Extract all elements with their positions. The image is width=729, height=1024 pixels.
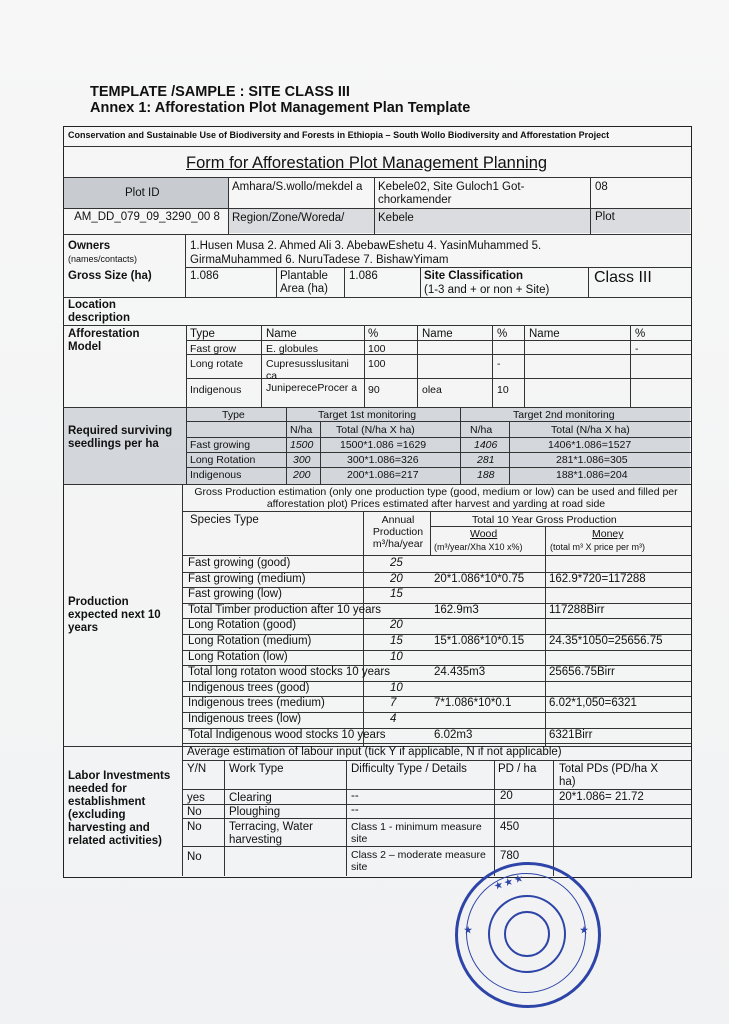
labor-row-difficulty: Class 1 - minimum measure site bbox=[351, 821, 482, 845]
seedlings-total1-header: Total (N/ha X ha) bbox=[336, 424, 415, 436]
production-row-wood: 24.435m3 bbox=[434, 666, 486, 678]
seedlings-row-total2: 281*1.086=305 bbox=[556, 454, 628, 466]
site-class-value: Class III bbox=[594, 269, 652, 286]
model-row-percent-2: - bbox=[497, 358, 501, 370]
labor-row-pd: 20 bbox=[500, 790, 513, 802]
annual-production-header: Annual Production m³/ha/year bbox=[372, 514, 424, 550]
production-row-annual: 4 bbox=[390, 713, 397, 725]
production-row-money: 117288Birr bbox=[549, 604, 605, 616]
seedlings-row-total1: 1500*1.086 =1629 bbox=[340, 439, 427, 451]
production-row-species: Long Rotation (medium) bbox=[188, 635, 312, 647]
labor-intro: Average estimation of labour input (tick Y if applicable, N if not applicable) bbox=[187, 746, 562, 758]
model-row-name-2: olea bbox=[422, 384, 442, 396]
project-name: Conservation and Sustainable Use of Biodiversity and Forests in Ethiopia – South Wollo Biodiversity and Afforestation Project bbox=[68, 130, 610, 140]
seedlings-row-total1: 300*1.086=326 bbox=[347, 454, 419, 466]
production-row-species: Indigenous trees (good) bbox=[188, 682, 310, 694]
model-header-percent-3: % bbox=[635, 328, 646, 340]
production-row-annual: 15 bbox=[390, 588, 403, 600]
plot-id-value: AM_DD_079_09_3290_00 8 bbox=[74, 211, 220, 223]
model-header-percent: % bbox=[368, 328, 379, 340]
model-header-percent-2: % bbox=[497, 328, 508, 340]
seedlings-type-header: Type bbox=[222, 409, 245, 421]
seedlings-row-nha2: 1406 bbox=[474, 439, 498, 451]
model-row-percent-2: 10 bbox=[497, 384, 509, 396]
production-row-money: 162.9*720=117288 bbox=[549, 573, 646, 585]
plantable-value: 1.086 bbox=[349, 270, 378, 282]
seedlings-total2-header: Total (N/ha X ha) bbox=[551, 424, 630, 436]
owners-label: Owners bbox=[68, 240, 111, 252]
model-header-name: Name bbox=[266, 328, 297, 340]
labor-header-pd: PD / ha bbox=[498, 763, 537, 775]
kebele-label: Kebele bbox=[378, 212, 414, 224]
labor-row-yn: No bbox=[187, 821, 202, 833]
production-row-species: Indigenous trees (low) bbox=[188, 713, 302, 725]
seedlings-row-type: Indigenous bbox=[190, 469, 242, 481]
model-row-type: Fast grow bbox=[190, 343, 237, 355]
labor-row-difficulty: -- bbox=[351, 804, 359, 816]
production-row-wood: 7*1.086*10*0.1 bbox=[434, 697, 512, 709]
total-production-header: Total 10 Year Gross Production bbox=[472, 514, 617, 526]
labor-header-yn: Y/N bbox=[187, 763, 207, 775]
template-heading: TEMPLATE /SAMPLE : SITE CLASS III bbox=[90, 84, 350, 100]
production-label: Production expected next 10 years bbox=[68, 596, 161, 634]
gross-size-label: Gross Size (ha) bbox=[68, 270, 152, 282]
production-row-species: Total Timber production after 10 years bbox=[188, 604, 382, 616]
location-label: Location description bbox=[68, 299, 130, 324]
production-row-wood: 6.02m3 bbox=[434, 729, 473, 741]
site-class-note: (1-3 and + or non + Site) bbox=[424, 284, 550, 296]
labor-row-yn: yes bbox=[187, 792, 205, 804]
labor-row-work: Clearing bbox=[229, 792, 272, 804]
model-row-type: Long rotate bbox=[190, 358, 244, 370]
labor-row-yn: No bbox=[187, 806, 202, 818]
seedlings-row-total2: 188*1.086=204 bbox=[556, 469, 628, 481]
seedlings-row-total2: 1406*1.086=1527 bbox=[548, 439, 632, 451]
production-intro: Gross Production estimation (only one production type (good, medium or low) can be used and filled per afforestation plot) Prices estimated after harvest and yarding at road side bbox=[194, 486, 678, 510]
seedlings-row-nha1: 300 bbox=[293, 454, 311, 466]
region-label: Region/Zone/Woreda/ bbox=[232, 212, 345, 224]
labor-header-total: Total PDs (PD/ha X ha) bbox=[559, 763, 659, 788]
production-row-species: Long Rotation (low) bbox=[188, 651, 288, 663]
seedlings-row-type: Long Rotation bbox=[190, 454, 256, 466]
labor-row-difficulty: -- bbox=[351, 790, 359, 802]
seedlings-target2-header: Target 2nd monitoring bbox=[513, 409, 615, 421]
production-row-wood: 162.9m3 bbox=[434, 604, 479, 616]
owners-sublabel: (names/contacts) bbox=[68, 254, 138, 264]
model-row-percent-3: - bbox=[635, 343, 639, 355]
model-row-percent: 90 bbox=[368, 384, 380, 396]
labor-row-work: Terracing, Water harvesting bbox=[229, 821, 313, 846]
plantable-label: Plantable Area (ha) bbox=[280, 270, 328, 295]
form-title: Form for Afforestation Plot Management Planning bbox=[186, 154, 548, 172]
production-row-species: Fast growing (low) bbox=[188, 588, 282, 600]
production-row-annual: 25 bbox=[390, 557, 403, 569]
seedlings-row-type: Fast growing bbox=[190, 439, 251, 451]
kebele-value: Kebele02, Site Guloch1 Got- chorkamender bbox=[378, 181, 525, 206]
seedlings-row-nha2: 188 bbox=[477, 469, 495, 481]
labor-row-pd: 450 bbox=[500, 821, 520, 833]
model-row-percent: 100 bbox=[368, 343, 386, 355]
production-row-annual: 20 bbox=[390, 573, 403, 585]
species-type-header: Species Type bbox=[190, 514, 259, 526]
model-row-percent: 100 bbox=[368, 358, 386, 370]
official-stamp: ★ ★ ★ ★ ★ bbox=[455, 862, 601, 1008]
production-row-annual: 15 bbox=[390, 635, 403, 647]
production-row-species: Fast growing (medium) bbox=[188, 573, 306, 585]
site-class-label: Site Classification bbox=[424, 270, 524, 282]
production-row-species: Total Indigenous wood stocks 10 years bbox=[188, 729, 386, 741]
production-row-annual: 10 bbox=[390, 682, 403, 694]
seedlings-label: Required surviving seedlings per ha bbox=[68, 425, 173, 450]
model-label: Afforestation Model bbox=[68, 328, 140, 353]
labor-row-total: 20*1.086= 21.72 bbox=[559, 791, 644, 803]
owners-line1: 1.Husen Musa 2. Ahmed Ali 3. AbebawEshetu 4. YasinMuhammed 5. bbox=[190, 240, 542, 252]
production-row-money: 6.02*1,050=6321 bbox=[549, 697, 637, 709]
money-header: Money bbox=[592, 528, 624, 540]
seedlings-row-total1: 200*1.086=217 bbox=[347, 469, 419, 481]
labor-header-difficulty: Difficulty Type / Details bbox=[351, 763, 467, 775]
gross-size-value: 1.086 bbox=[190, 270, 219, 282]
model-header-type: Type bbox=[190, 328, 215, 340]
seedlings-nha-1: N/ha bbox=[290, 424, 313, 436]
production-row-money: 6321Birr bbox=[549, 729, 593, 741]
labor-label: Labor Investments needed for establishment (excluding harvesting and related activities) bbox=[68, 770, 171, 847]
model-header-name-3: Name bbox=[529, 328, 560, 340]
seedlings-row-nha2: 281 bbox=[477, 454, 495, 466]
production-row-species: Total long rotaton wood stocks 10 years bbox=[188, 666, 391, 678]
production-row-annual: 20 bbox=[390, 619, 403, 631]
wood-header: Wood bbox=[470, 528, 498, 540]
region-value: Amhara/S.wollo/mekdel a bbox=[232, 181, 363, 193]
production-row-wood: 15*1.086*10*0.15 bbox=[434, 635, 525, 647]
production-row-money: 24.35*1050=25656.75 bbox=[549, 635, 663, 647]
model-row-name: JunipereceProcer a bbox=[266, 382, 358, 394]
seedlings-target1-header: Target 1st monitoring bbox=[318, 409, 417, 421]
plot-label: Plot bbox=[595, 211, 615, 223]
labor-row-work: Ploughing bbox=[229, 806, 281, 818]
model-header-name-2: Name bbox=[422, 328, 453, 340]
production-row-money: 25656.75Birr bbox=[549, 666, 615, 678]
production-row-annual: 10 bbox=[390, 651, 403, 663]
model-row-name: Cupresusslusitani ca bbox=[266, 358, 349, 382]
plot-id-label: Plot ID bbox=[125, 187, 160, 199]
production-row-species: Fast growing (good) bbox=[188, 557, 291, 569]
money-subheader: (total m³ X price per m³) bbox=[550, 542, 646, 552]
wood-subheader: (m³/year/Xha X10 x%) bbox=[434, 542, 523, 552]
labor-header-work-type: Work Type bbox=[229, 763, 284, 775]
production-row-species: Long Rotation (good) bbox=[188, 619, 297, 631]
model-row-type: Indigenous bbox=[190, 384, 242, 396]
labor-row-pd: 780 bbox=[500, 850, 520, 862]
owners-line2: GirmaMuhammed 6. NuruTadese 7. BishawYimam bbox=[190, 254, 449, 266]
labor-row-yn: No bbox=[187, 851, 202, 863]
production-row-annual: 7 bbox=[390, 697, 397, 709]
plot-value: 08 bbox=[595, 181, 608, 193]
production-row-wood: 20*1.086*10*0.75 bbox=[434, 573, 525, 585]
production-row-species: Indigenous trees (medium) bbox=[188, 697, 325, 709]
seedlings-row-nha1: 200 bbox=[293, 469, 311, 481]
seedlings-nha-2: N/ha bbox=[470, 424, 493, 436]
seedlings-row-nha1: 1500 bbox=[290, 439, 314, 451]
labor-row-difficulty: Class 2 – moderate measure site bbox=[351, 849, 486, 873]
model-row-name: E. globules bbox=[266, 343, 318, 355]
annex-heading: Annex 1: Afforestation Plot Management Plan Template bbox=[90, 100, 471, 116]
